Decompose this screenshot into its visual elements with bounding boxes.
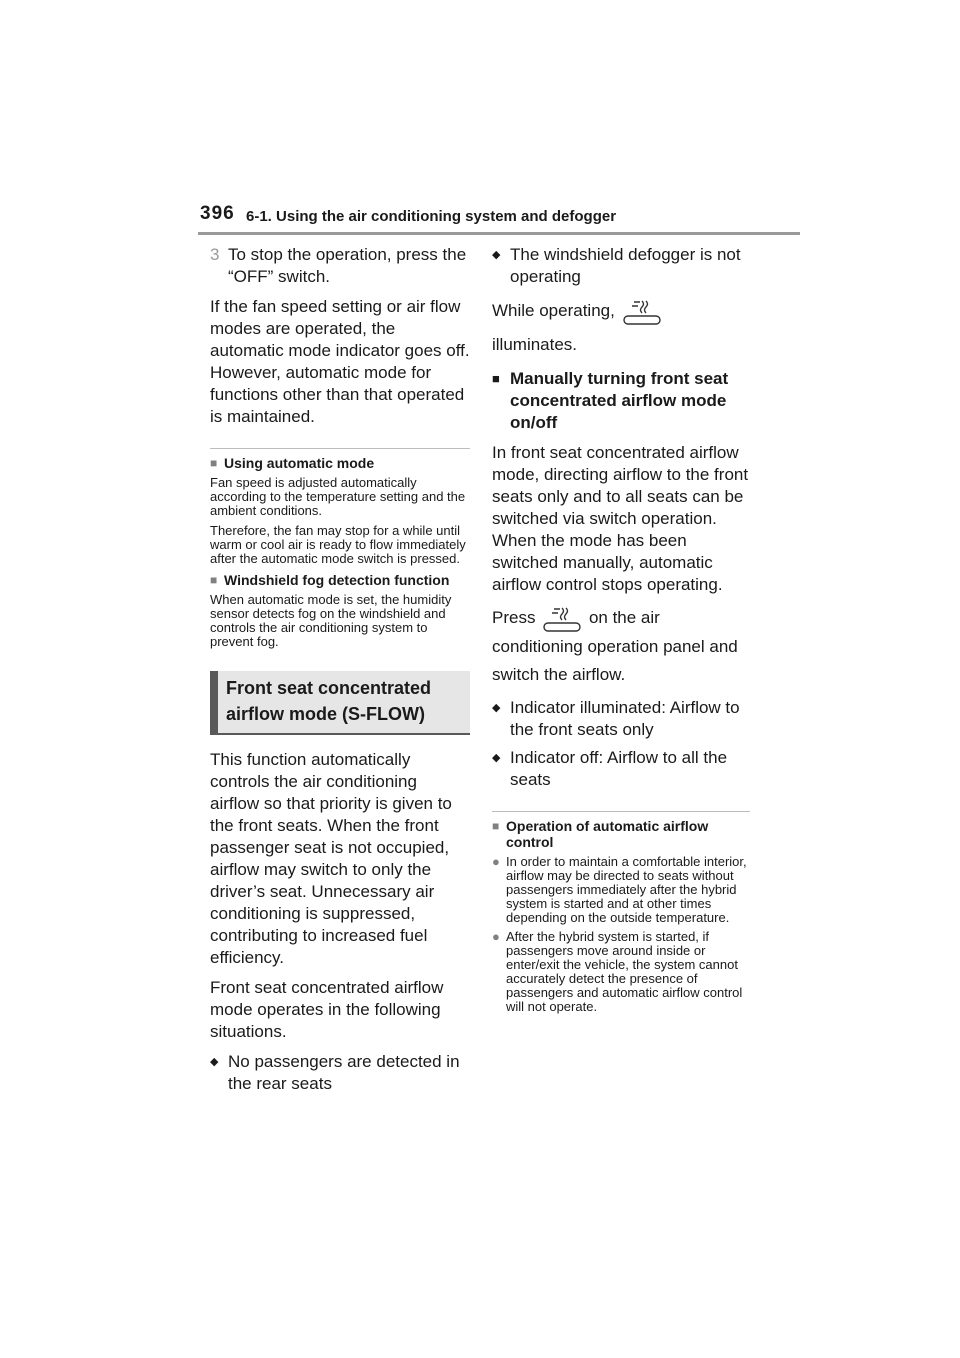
note-heading-automatic-mode (210, 455, 470, 471)
note-list-item (492, 855, 750, 925)
chapter-title: 6-1. Using the air conditioning system and defogger (246, 208, 617, 225)
circle-bullet-icon: ● (492, 928, 500, 944)
square-bullet-icon: ■ (492, 818, 500, 833)
note-heading-fog-detection (210, 572, 470, 588)
header-rule (198, 232, 800, 235)
list-item-text: Indicator off: Airflow to all the seats (510, 747, 728, 789)
page-number: 396 (200, 203, 235, 224)
note-list-text: In order to maintain a comfortable interior, airflow may be directed to seats without passengers immediately after the hybrid system is started and at other times depending on the outside temperature. (506, 853, 747, 925)
note-heading-text: Windshield fog detection function (224, 572, 450, 588)
paragraph-press-switch (492, 604, 750, 689)
note-list-text: After the hybrid system is started, if passengers move around inside or enter/exit the vehicle, the system cannot accurately detect the presence of passengers and automatic airflow control will not operate. (506, 928, 743, 1014)
list-item-text: The windshield defogger is not operating (510, 245, 741, 286)
note-heading-text: Using automatic mode (224, 455, 375, 471)
list-item-text: No passengers are detected in the rear seats (228, 1052, 460, 1093)
section-heading-s-flow (210, 671, 470, 735)
inline-text: While operating, (492, 301, 615, 320)
note-list-item (492, 930, 750, 1014)
inline-text: on the air conditioning operation panel and switch the airflow. (492, 608, 738, 684)
list-item-text: Indicator illuminated: Airflow to the front seats only (510, 697, 740, 739)
subheading-manual-toggle (492, 368, 750, 434)
s-flow-switch-icon (542, 605, 582, 633)
note-heading-automatic-airflow (492, 818, 750, 850)
square-bullet-icon: ■ (210, 573, 218, 587)
left-column (210, 244, 470, 1101)
paragraph-while-operating (492, 294, 750, 362)
paragraph-manual-switching: In front seat concentrated airflow mode, directing airflow to the front seats only and to all seats can be switched via switch operation. When the mode has been switched manually, automatic airflow control stops operating. (492, 443, 749, 594)
list-item (492, 697, 750, 741)
inline-text: illuminates. (492, 335, 578, 354)
list-item (492, 244, 750, 288)
circle-bullet-icon: ● (492, 853, 500, 869)
note-heading-text: Operation of automatic airflow control (506, 817, 709, 850)
step-3 (210, 244, 470, 288)
paragraph-s-flow-description: This function automatically controls the air conditioning airflow so that priority is given to the front seats. When the front passenger seat is not occupied, airflow may switch to only the driver’s seat. Unnecessary air conditioning is suppressed, contributing to increased fuel efficiency. (210, 750, 452, 967)
step-number: 3 (210, 245, 220, 264)
square-bullet-icon: ■ (492, 371, 500, 386)
section-heading-line: Front seat concentrated (226, 678, 432, 698)
note-text: Therefore, the fan may stop for a while until warm or cool air is ready to flow immediately after the automatic mode switch is pressed. (210, 523, 466, 566)
paragraph-automatic-indicator: If the fan speed setting or air flow modes are operated, the automatic mode indicator goes off. However, automatic mode for functions other than that operated is maintained. (210, 297, 470, 426)
subheading-text: Manually turning front seat concentrated airflow mode on/off (510, 369, 729, 432)
note-text: Fan speed is adjusted automatically according to the temperature setting and the ambient conditions. (210, 475, 466, 518)
note-divider (492, 811, 750, 812)
diamond-bullet-icon: ◆ (492, 249, 501, 261)
step-text: To stop the operation, press the “OFF” switch. (228, 245, 467, 286)
s-flow-switch-icon (622, 298, 662, 326)
note-text: When automatic mode is set, the humidity sensor detects fog on the windshield and controls the air conditioning system to prevent fog. (210, 592, 452, 649)
diamond-bullet-icon: ◆ (210, 1056, 219, 1068)
section-heading-line: airflow mode (S-FLOW) (226, 704, 425, 724)
list-item (492, 747, 750, 791)
inline-text: Press (492, 608, 536, 627)
note-divider (210, 448, 470, 449)
square-bullet-icon: ■ (210, 456, 218, 470)
list-item (210, 1051, 470, 1095)
diamond-bullet-icon: ◆ (492, 701, 501, 714)
right-column (492, 244, 750, 1019)
diamond-bullet-icon: ◆ (492, 751, 501, 764)
paragraph-situations: Front seat concentrated airflow mode operates in the following situations. (210, 978, 444, 1041)
